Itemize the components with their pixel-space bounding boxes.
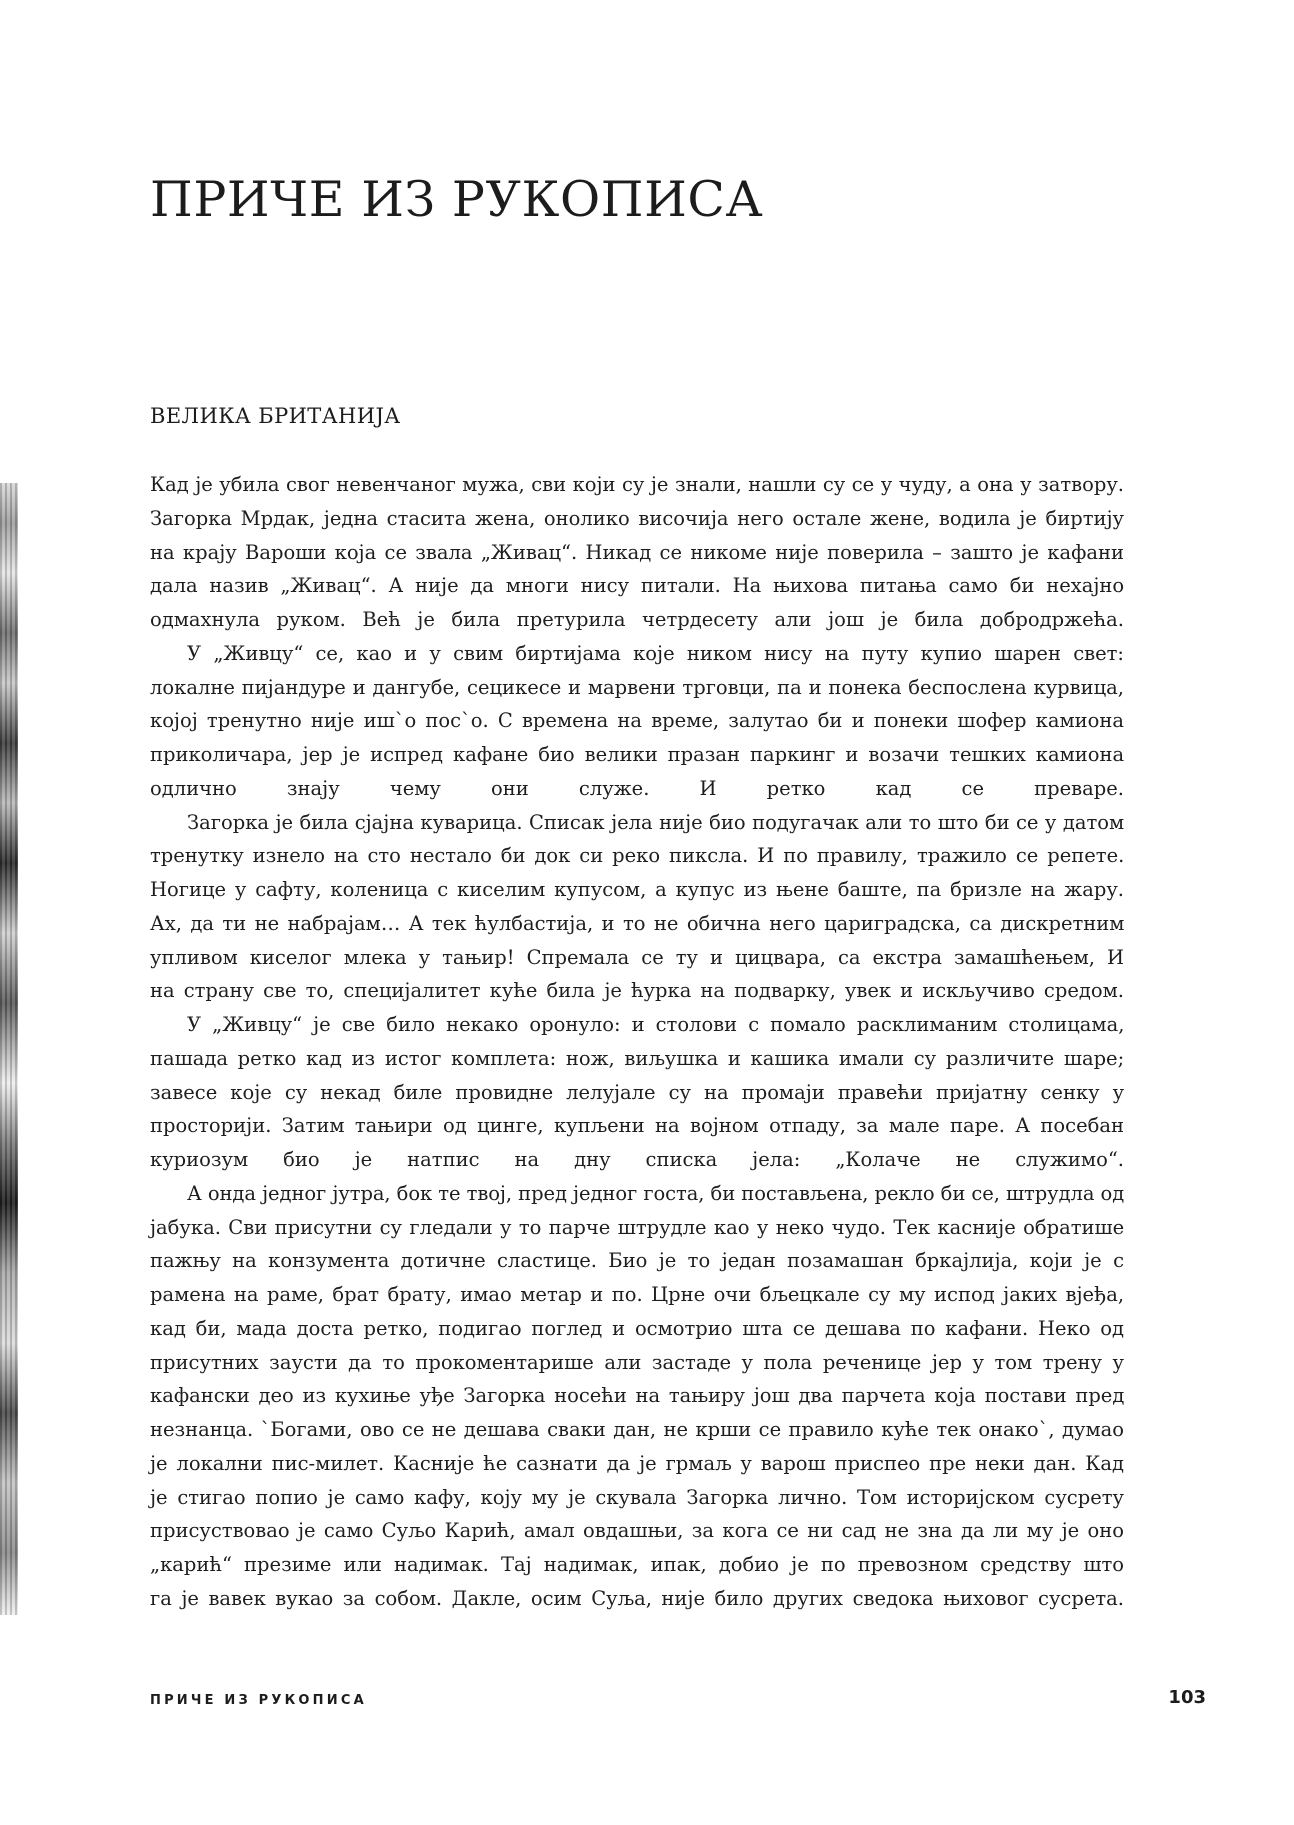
text-line: одмахнула руком. Већ је била претурила четрдесету али још је била добродржећа. bbox=[150, 608, 1124, 631]
text-line: пажњу на конзумента дотичне сластице. Био је то један позамашан бркајлија, који је с bbox=[150, 1249, 1124, 1273]
text-line: га је вавек вукао за собом. Дакле, осим Суља, није било других сведока њиховог сусрета. bbox=[150, 1586, 1124, 1610]
text-line: кад би, мада доста ретко, подигао поглед и осмотрио шта се дешава по кафани. Неко од bbox=[150, 1316, 1124, 1340]
text-line: завесе које су некад биле провидне лелујале су на промаји правећи пријатну сенку у bbox=[150, 1080, 1125, 1104]
paragraph bbox=[150, 1008, 1124, 1177]
text-line: кафански део из кухиње уђе Загорка носећи на тањиру још два парчета која постави пред bbox=[150, 1384, 1125, 1408]
text-line: „карић“ презиме или надимак. Тај надимак, ипак, добио је по превозном средству што bbox=[150, 1553, 1124, 1576]
text-line: Ах, да ти не набрајам… А тек ћулбастија, и то не обична него цариградска, са дискретним bbox=[150, 911, 1125, 935]
text-line: присутних заусти да то прокоментарише али застаде у пола реченице јер у том трену у bbox=[150, 1350, 1124, 1374]
edge-photo-strip bbox=[0, 483, 18, 1615]
text-line: незнанца. `Богами, ово се не дешава сваки дан, не крши се правило куће тек онако`, думао bbox=[150, 1418, 1124, 1441]
text-line: којој тренутно није иш`о пос`о. С времена на време, залутао би и понеки шофер камиона bbox=[150, 709, 1124, 733]
paragraph bbox=[150, 637, 1124, 806]
text-line: локалне пијандуре и дангубе, сецикесе и марвени трговци, па и понека беспослена курвица, bbox=[150, 675, 1124, 699]
text-line: просторији. Затим тањири од цинге, купљени на војном отпаду, за мале паре. А посебан bbox=[150, 1114, 1124, 1138]
text-line: на страну све то, специјалитет куће била је ћурка на подварку, увек и искључиво средом. bbox=[150, 979, 1124, 1003]
chapter-title: ПРИЧЕ ИЗ РУКОПИСА bbox=[150, 171, 764, 228]
text-line: куриозум био је натпис на дну списка јела: „Колаче не служимо“. bbox=[150, 1148, 1124, 1171]
paragraph bbox=[150, 468, 1124, 637]
text-line: је локални пис-милет. Касније ће сазнати да је грмаљ у варош приспео пре неки дан. Кад bbox=[150, 1451, 1124, 1475]
text-line: Кад је убила свог невенчаног мужа, сви који су је знали, нашли су се у чуду, а она у затвору. bbox=[150, 473, 1124, 496]
text-line: Загорка Мрдак, једна стасита жена, онолико височија него остале жене, водила је биртију bbox=[150, 506, 1124, 530]
running-footer-title: ПРИЧЕ ИЗ РУКОПИСА bbox=[150, 1693, 367, 1708]
text-line: присуствовао је само Суљо Карић, амал овдашњи, за кога се ни сад не зна да ли му је оно bbox=[150, 1519, 1124, 1543]
text-line: Загорка је била сјајна куварица. Списак јела није био подугачак али то што би се у датом bbox=[187, 810, 1125, 834]
text-line: јабука. Сви присутни су гледали у то парче штрудле као у неко чудо. Тек касније обратише bbox=[150, 1215, 1125, 1239]
text-line: на крају Вароши која се звала „Живац“. Никад се никоме није поверила – зашто је кафани bbox=[150, 540, 1124, 564]
text-line: У „Живцу“ се, као и у свим биртијама које ником нису на путу купио шарен свет: bbox=[187, 641, 1124, 665]
text-line: А онда једног јутра, бок те твој, пред једног госта, би постављена, рекло би се, штрудла од bbox=[187, 1181, 1125, 1205]
text-line: одлично знају чему они служе. И ретко кад се преваре. bbox=[150, 776, 1124, 800]
text-line: тренутку изнело на сто нестало би док си реко пиксла. И по правилу, тражило се репете. bbox=[150, 844, 1125, 868]
text-line: је стигао попио је само кафу, коју му је скувала Загорка лично. Том историјском сусрету bbox=[150, 1485, 1124, 1509]
text-line: пашада ретко кад из истог комплета: нож, виљушка и кашика имали су различите шаре; bbox=[150, 1046, 1125, 1070]
text-line: приколичара, јер је испред кафане био велики празан паркинг и возачи тешких камиона bbox=[150, 743, 1125, 766]
text-line: У „Живцу“ је све било некако оронуло: и столови с помало расклиманим столицама, bbox=[187, 1013, 1125, 1036]
paragraph bbox=[150, 806, 1124, 1009]
page-number: 103 bbox=[1168, 1687, 1206, 1708]
text-line: рамена на раме, брат брату, имао метар и по. Црне очи бљецкале су му испод јаких вјеђа, bbox=[150, 1283, 1125, 1306]
paragraph bbox=[150, 1177, 1124, 1616]
text-line: упливом киселог млека у тањир! Спремала се ту и цицвара, са екстра замашћењем, И bbox=[150, 945, 1124, 969]
story-title: ВЕЛИКА БРИТАНИЈА bbox=[150, 404, 401, 428]
text-line: Ногице у сафту, коленица с киселим купусом, а купус из њене баште, па бризле на жару. bbox=[150, 878, 1124, 901]
text-line: дала назив „Живац“. А није да многи нису питали. На њихова питања само би нехајно bbox=[150, 574, 1125, 598]
story-body bbox=[150, 468, 1124, 1616]
